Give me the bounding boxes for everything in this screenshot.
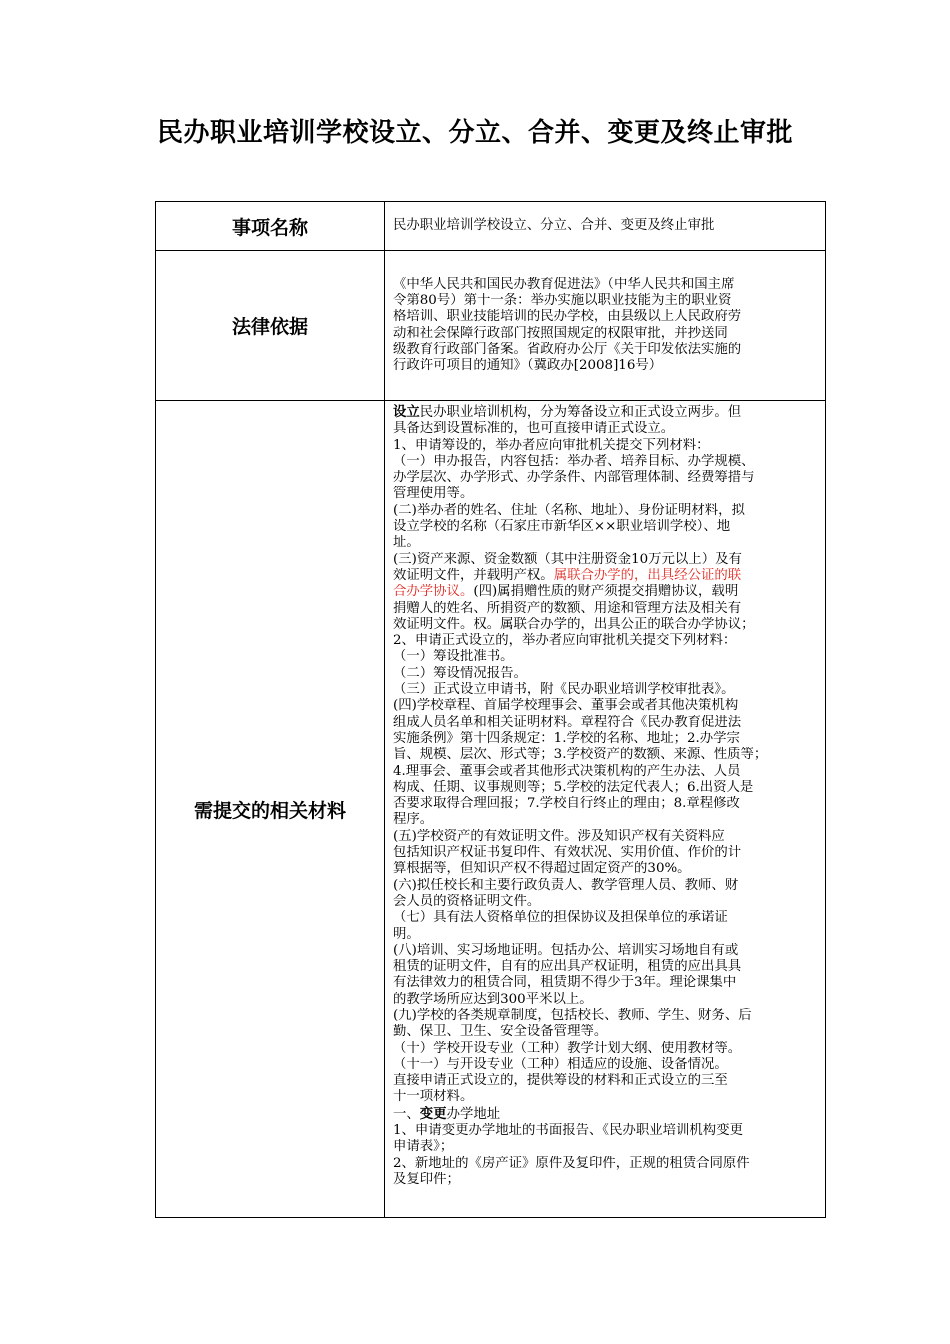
legal-basis-line: 《中华人民共和国民办教育促进法》（中华人民共和国主席	[393, 276, 735, 292]
materials-label: 需提交的相关材料	[156, 401, 385, 1218]
materials-line: 具备达到设置标准的，也可直接申请正式设立。	[393, 421, 675, 437]
legal-basis-line: 行政许可项目的通知》（冀政办[2008]16号）	[393, 358, 663, 374]
materials-block-b	[393, 601, 819, 1106]
table-row-item-name	[156, 202, 826, 251]
materials-line: 设立学校的名称（石家庄市新华区××职业培训学校）、地	[393, 519, 731, 535]
materials-line: (五)学校资产的有效证明文件。涉及知识产权有关资料应	[393, 828, 725, 844]
highlighted-red-text: 属联合办学的，出具经公证的联	[553, 567, 742, 583]
intro-text: 民办职业培训机构，分为筹备设立和正式设立两步。但	[419, 405, 742, 420]
materials-line: 程序。	[393, 812, 434, 828]
materials-intro-line	[393, 404, 819, 421]
materials-line: 有法律效力的租赁合同，租赁期不得少于3年。理论课集中	[393, 975, 737, 991]
materials-line: （十）学校开设专业（工种）教学计划大纲、使用教材等。	[393, 1040, 742, 1056]
legal-basis-label: 法律依据	[156, 251, 385, 401]
change-prefix: 一、	[393, 1106, 420, 1122]
materials-line: 会人员的资格证明文件。	[393, 893, 541, 909]
materials-line: 勤、保卫、卫生、安全设备管理等。	[393, 1024, 608, 1040]
mixed-black-text: 效证明文件，并载明产权。	[393, 567, 554, 583]
change-heading-line	[393, 1106, 819, 1123]
materials-line: 算根据等，但知识产权不得超过固定资产的30%。	[393, 861, 691, 877]
materials-line: (九)学校的各类规章制度，包括校长、教师、学生、财务、后	[393, 1007, 752, 1023]
materials-block-c	[393, 1123, 819, 1188]
materials-line: 址。	[393, 535, 420, 551]
materials-line: 十一项材料。	[393, 1089, 474, 1105]
materials-line: 明。	[393, 926, 420, 942]
materials-line: 的教学场所应达到300平米以上。	[393, 991, 593, 1007]
materials-line: 2、新地址的《房产证》原件及复印件，正规的租赁合同原件	[393, 1155, 750, 1171]
legal-basis-line: 级教育行政部门备案。省政府办公厅《关于印发依法实施的	[393, 341, 742, 357]
change-bold-text: 变更	[419, 1105, 447, 1122]
materials-line: (二)举办者的姓名、住址（名称、地址）、身份证明材料，拟	[393, 502, 745, 518]
legal-basis-value	[385, 251, 826, 401]
materials-line: 1、申请筹设的，举办者应向审批机关提交下列材料：	[393, 437, 710, 453]
materials-line: 直接申请正式设立的，提供筹设的材料和正式设立的三至	[393, 1073, 728, 1089]
legal-basis-line: 令第80号）第十一条：举办实施以职业技能为主的职业资	[393, 292, 732, 308]
materials-line: (四)学校章程、首届学校理事会、董事会或者其他决策机构	[393, 698, 739, 714]
table-row-legal-basis	[156, 251, 826, 401]
intro-bold-text: 设立	[393, 404, 420, 420]
materials-line: （七）具有法人资格单位的担保协议及担保单位的承诺证	[393, 910, 728, 926]
materials-line: 组成人员名单和相关证明材料。章程符合《民办教育促进法	[393, 714, 742, 730]
approval-info-table	[155, 201, 826, 1218]
materials-mixed-line	[393, 568, 819, 584]
materials-line: 旨、规模、层次、形式等；3.学校资产的数额、来源、性质等；	[393, 747, 768, 763]
materials-line: 办学层次、办学形式、办学条件、内部管理体制、经费筹措与	[393, 470, 755, 486]
change-suffix: 办学地址	[446, 1106, 501, 1122]
materials-line: 实施条例》第十四条规定：1.学校的名称、地址；2.办学宗	[393, 730, 740, 746]
highlighted-red-text: 合办学协议。	[393, 584, 474, 600]
materials-line: （一）筹设批准书。	[393, 649, 514, 665]
materials-line: 效证明文件。权。属联合办学的，出具公正的联合办学协议；	[393, 616, 755, 632]
materials-line: (八)培训、实习场地证明。包括办公、培训实习场地自有或	[393, 942, 739, 958]
materials-value	[385, 401, 826, 1218]
materials-line: （一）申办报告，内容包括：举办者、培养目标、办学规模、	[393, 453, 755, 469]
materials-line: 租赁的证明文件，自有的应出具产权证明，租赁的应出具具	[393, 959, 742, 975]
materials-line: (六)拟任校长和主要行政负责人、教学管理人员、教师、财	[393, 877, 739, 893]
materials-mixed-line	[393, 584, 819, 600]
legal-basis-line: 动和社会保障行政部门按照国规定的权限审批，并抄送同	[393, 325, 728, 341]
materials-line: 构成、任期、议事规则等；5.学校的法定代表人；6.出资人是	[393, 779, 754, 795]
materials-line: 申请表》；	[393, 1139, 454, 1155]
materials-block-a	[393, 438, 819, 568]
materials-line: 4.理事会、董事会或者其他形式决策机构的产生办法、人员	[393, 763, 741, 779]
legal-basis-line: 格培训、职业技能培训的民办学校，由县级以上人民政府劳	[393, 309, 742, 325]
materials-line: （三）正式设立申请书，附《民办职业培训学校审批表》。	[393, 682, 735, 698]
materials-line: 包括知识产权证书复印件、有效状况、实用价值、作价的计	[393, 845, 742, 861]
materials-line: （二）筹设情况报告。	[393, 665, 527, 681]
materials-line: （十一）与开设专业（工种）相适应的设施、设备情况。	[393, 1056, 728, 1072]
materials-line: 1、申请变更办学地址的书面报告、《民办职业培训机构变更	[393, 1123, 743, 1139]
materials-line: 管理使用等。	[393, 486, 474, 502]
materials-line: 及复印件；	[393, 1171, 460, 1187]
table-row-materials	[156, 401, 826, 1218]
item-name-value: 民办职业培训学校设立、分立、合并、变更及终止审批	[385, 202, 826, 251]
item-name-label: 事项名称	[156, 202, 385, 251]
materials-line: (三)资产来源、资金数额（其中注册资金10万元以上）及有	[393, 551, 742, 567]
page-title: 民办职业培训学校设立、分立、合并、变更及终止审批	[156, 118, 793, 148]
materials-line: 否要求取得合理回报；7.学校自行终止的理由；8.章程修改	[393, 796, 740, 812]
mixed-black-text: (四)属捐赠性质的财产须提交捐赠协议，载明	[473, 584, 739, 600]
materials-line: 2、申请正式设立的，举办者应向审批机关提交下列材料：	[393, 633, 737, 649]
materials-line: 捐赠人的姓名、所捐资产的数额、用途和管理方法及相关有	[393, 600, 742, 616]
